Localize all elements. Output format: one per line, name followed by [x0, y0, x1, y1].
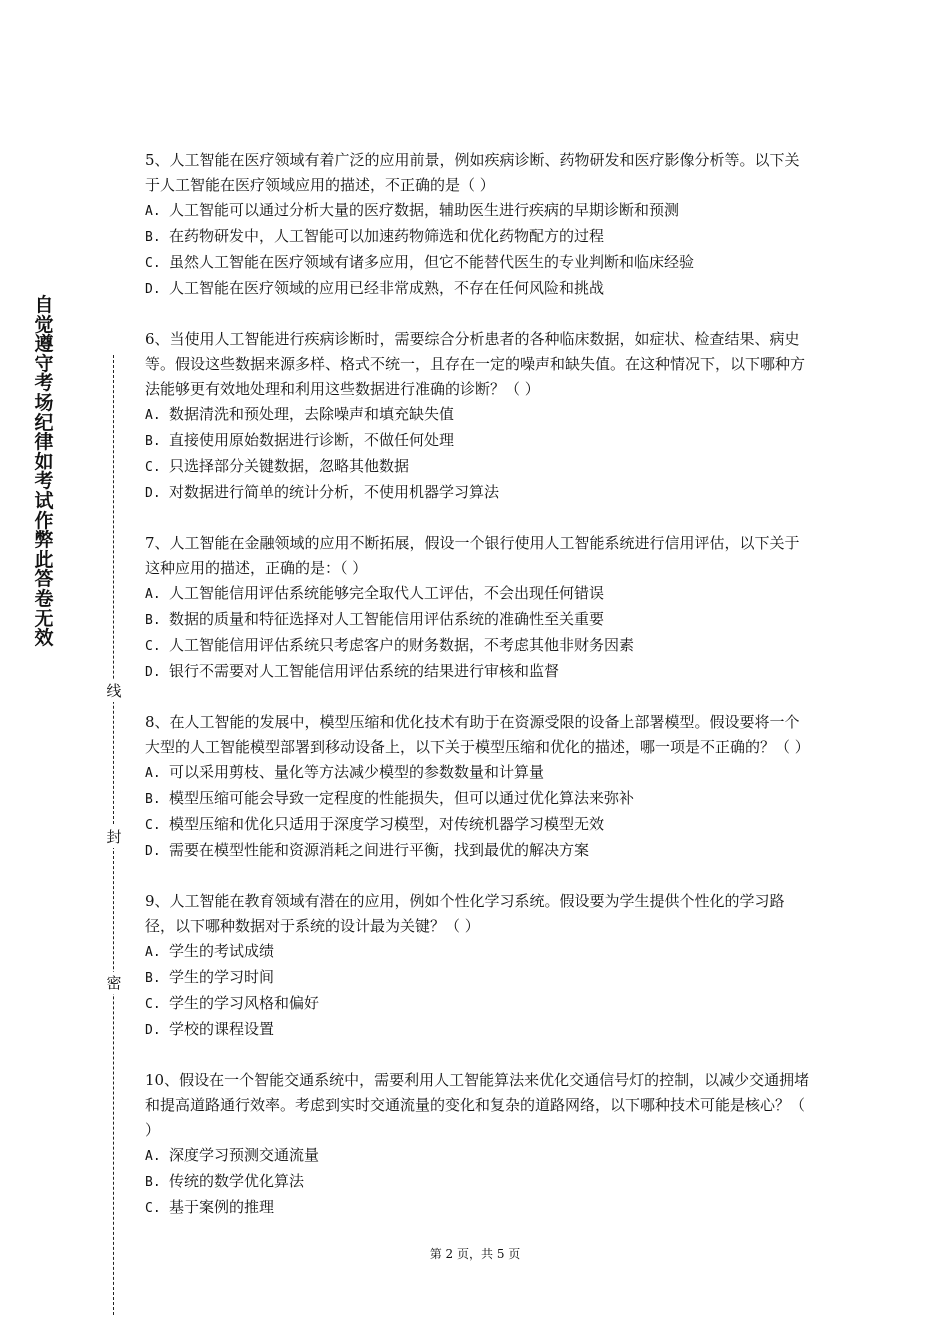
option-a: A. 人工智能可以通过分析大量的医疗数据，辅助医生进行疾病的早期诊断和预测 — [145, 201, 680, 219]
option-c: C. 模型压缩和优化只适用于深度学习模型，对传统机器学习模型无效 — [145, 815, 605, 833]
question-stem: 9、人工智能在教育领域有潜在的应用，例如个性化学习系统。假设要为学生提供个性化的学习路径，以下哪种数据对于系统的设计最为关键？（ ） — [145, 892, 785, 935]
page-number: 第 2 页，共 5 页 — [429, 1247, 521, 1261]
option-d: D. 银行不需要对人工智能信用评估系统的结果进行审核和监督 — [145, 662, 560, 680]
question-10 — [145, 1068, 813, 1221]
question-list — [145, 148, 813, 1246]
option-b: B. 学生的学习时间 — [145, 968, 275, 986]
option-a: A. 深度学习预测交通流量 — [145, 1146, 320, 1164]
option-b: B. 模型压缩可能会导致一定程度的性能损失，但可以通过优化算法来弥补 — [145, 789, 635, 807]
seal-char-seal: 封 — [104, 826, 124, 848]
question-stem: 5、人工智能在医疗领域有着广泛的应用前景，例如疾病诊断、药物研发和医疗影像分析等。以下关于人工智能在医疗领域应用的描述，不正确的是（ ） — [145, 151, 800, 194]
question-5 — [145, 148, 813, 302]
question-stem: 6、当使用人工智能进行疾病诊断时，需要综合分析患者的各种临床数据，如症状、检查结果、病史等。假设这些数据来源多样、格式不统一，且存在一定的噪声和缺失值。在这种情况下，以下哪种方法能够更有效地处理和利用这些数据进行准确的诊断？（ ） — [145, 330, 806, 398]
seal-char-secret: 密 — [104, 972, 124, 994]
seal-char-line: 线 — [104, 680, 124, 702]
question-stem: 8、在人工智能的发展中，模型压缩和优化技术有助于在资源受限的设备上部署模型。假设要将一个大型的人工智能模型部署到移动设备上，以下关于模型压缩和优化的描述，哪一项是不正确的？（ ） — [145, 713, 810, 756]
option-d: D. 对数据进行简单的统计分析，不使用机器学习算法 — [145, 483, 500, 501]
option-b: B. 传统的数学优化算法 — [145, 1172, 305, 1190]
question-6 — [145, 327, 813, 506]
question-9 — [145, 889, 813, 1043]
option-a: A. 学生的考试成绩 — [145, 942, 275, 960]
option-c: C. 只选择部分关键数据，忽略其他数据 — [145, 457, 410, 475]
option-d: D. 需要在模型性能和资源消耗之间进行平衡，找到最优的解决方案 — [145, 841, 590, 859]
question-7 — [145, 531, 813, 685]
option-b: B. 数据的质量和特征选择对人工智能信用评估系统的准确性至关重要 — [145, 610, 605, 628]
option-c: C. 学生的学习风格和偏好 — [145, 994, 320, 1012]
option-a: A. 人工智能信用评估系统能够完全取代人工评估，不会出现任何错误 — [145, 584, 605, 602]
exam-discipline-warning: 自觉遵守考场纪律如考试作弊此答卷无效 — [34, 294, 54, 650]
question-stem: 10、假设在一个智能交通系统中，需要利用人工智能算法来优化交通信号灯的控制，以减少交通拥堵和提高道路通行效率。考虑到实时交通流量的变化和复杂的道路网络，以下哪种技术可能是核心？（ ） — [145, 1071, 810, 1139]
option-c: C. 基于案例的推理 — [145, 1198, 275, 1216]
option-b: B. 在药物研发中，人工智能可以加速药物筛选和优化药物配方的过程 — [145, 227, 605, 245]
option-d: D. 学校的课程设置 — [145, 1020, 275, 1038]
option-a: A. 可以采用剪枝、量化等方法减少模型的参数数量和计算量 — [145, 763, 545, 781]
option-c: C. 虽然人工智能在医疗领域有诸多应用，但它不能替代医生的专业判断和临床经验 — [145, 253, 695, 271]
option-d: D. 人工智能在医疗领域的应用已经非常成熟，不存在任何风险和挑战 — [145, 279, 605, 297]
question-8 — [145, 710, 813, 864]
option-c: C. 人工智能信用评估系统只考虑客户的财务数据，不考虑其他非财务因素 — [145, 636, 635, 654]
question-stem: 7、人工智能在金融领域的应用不断拓展，假设一个银行使用人工智能系统进行信用评估，以下关于这种应用的描述，正确的是：（ ） — [145, 534, 800, 577]
option-a: A. 数据清洗和预处理，去除噪声和填充缺失值 — [145, 405, 455, 423]
option-b: B. 直接使用原始数据进行诊断，不做任何处理 — [145, 431, 455, 449]
